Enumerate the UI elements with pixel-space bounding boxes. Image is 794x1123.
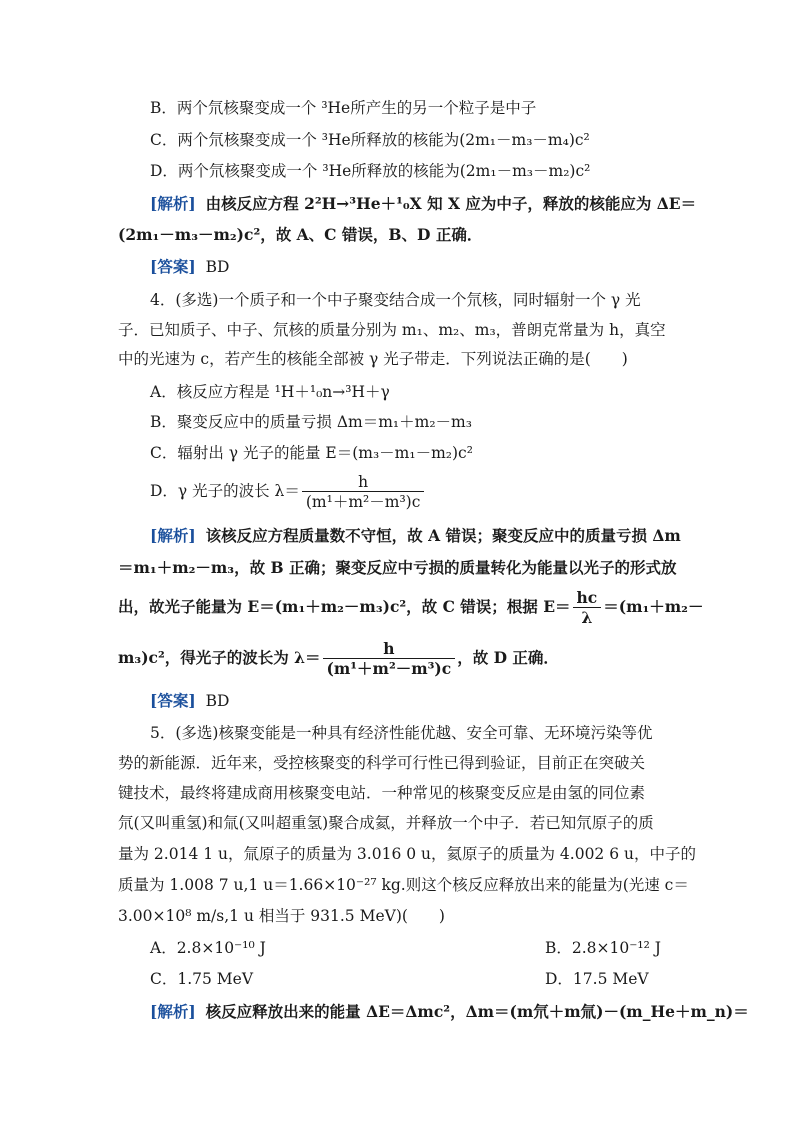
q5-stem-line-5: 量为 2.014 1 u，氚原子的质量为 3.016 0 u，氦原子的质量为 4.002 6 u，中子的 [118, 845, 696, 863]
q4-option-b: B．聚变反应中的质量亏损 Δm＝m₁＋m₂－m₃ [150, 413, 472, 431]
answer-value: BD [205, 692, 230, 710]
q5-options-row-1 [150, 937, 710, 959]
wavelength-fraction [323, 640, 456, 679]
analysis-tag: [解析] [150, 1002, 196, 1021]
q3-option-c: C．两个氘核聚变成一个 ³He所释放的核能为(2m₁－m₃－m₄)c² [150, 131, 590, 149]
analysis-tag: [解析] [150, 526, 196, 545]
q3-analysis-line-2: (2m₁－m₃－m₂)c²，故 A、C 错误，B、D 正确． [118, 225, 483, 244]
q5-option-c: C．1.75 MeV [150, 970, 254, 988]
q4-analysis-line-2: ＝m₁＋m₂－m₃，故 B 正确；聚变反应中亏损的质量转化为能量以光子的形式放 [118, 558, 677, 577]
q4-option-d [150, 472, 710, 512]
q3-answer [150, 256, 710, 278]
q5-stem-line-7: 3.00×10⁸ m/s,1 u 相当于 931.5 MeV)( ) [118, 907, 445, 925]
option-d-text: D．γ 光子的波长 λ＝ [150, 482, 300, 500]
fraction-denominator: λ [573, 607, 602, 628]
analysis-text: 该核反应方程质量数不守恒，故 A 错误；聚变反应中的质量亏损 Δm [205, 526, 681, 545]
analysis-text: ＝(m₁＋m₂－ [603, 597, 704, 616]
analysis-text: ，故 D 正确． [457, 648, 559, 667]
q4-option-c: C．辐射出 γ 光子的能量 E＝(m₃－m₁－m₂)c² [150, 444, 473, 462]
fraction-denominator: (m¹＋m²－m³)c [302, 491, 425, 512]
q3-option-b: B．两个氘核聚变成一个 ³He所产生的另一个粒子是中子 [150, 99, 537, 117]
analysis-text: m₃)c²，得光子的波长为 λ＝ [118, 648, 321, 667]
q3-option-d: D．两个氘核聚变成一个 ³He所释放的核能为(2m₁－m₃－m₂)c² [150, 162, 591, 180]
q5-option-b: B．2.8×10⁻¹² J [545, 939, 662, 957]
analysis-text: 核反应释放出来的能量 ΔE＝Δmc²，Δm＝(m氘＋m氚)－(m_He＋m_n)＝ [205, 1002, 749, 1021]
fraction-numerator: h [383, 638, 395, 658]
answer-value: BD [205, 258, 230, 276]
q4-analysis-line-3 [118, 587, 704, 628]
q5-stem-line-3: 键技术，最终将建成商用核聚变电站．一种常见的核聚变反应是由氢的同位素 [118, 784, 646, 802]
q3-analysis-line-1 [150, 193, 710, 215]
fraction-numerator: h [358, 472, 369, 491]
answer-tag: [答案] [150, 691, 196, 710]
answer-tag: [答案] [150, 257, 196, 276]
wavelength-fraction [302, 473, 425, 512]
analysis-text: 由核反应方程 2²H→³He＋¹₀X 知 X 应为中子，释放的核能应为 ΔE＝ [205, 194, 697, 213]
q4-stem-line-2: 子．已知质子、中子、氘核的质量分别为 m₁、m₂、m₃，普朗克常量为 h，真空 [118, 321, 666, 339]
fraction-numerator: hc [576, 587, 598, 607]
q5-option-a: A．2.8×10⁻¹⁰ J [150, 939, 266, 957]
q5-analysis-line-1 [150, 1001, 749, 1023]
q4-stem-line-1: 4．(多选)一个质子和一个中子聚变结合成一个氘核，同时辐射一个 γ 光 [150, 291, 641, 309]
q4-stem-line-3: 中的光速为 c，若产生的核能全部被 γ 光子带走．下列说法正确的是( ) [118, 350, 628, 368]
q5-stem-line-6: 质量为 1.008 7 u,1 u＝1.66×10⁻²⁷ kg.则这个核反应释放出来的能量为(光速 c＝ [118, 876, 689, 894]
q5-stem-line-2: 势的新能源．近年来，受控核聚变的科学可行性已得到验证，目前正在突破关 [118, 754, 646, 772]
fraction-denominator: (m¹＋m²－m³)c [323, 658, 456, 679]
q5-option-d: D．17.5 MeV [545, 970, 649, 988]
q4-analysis-line-4 [118, 638, 678, 679]
q5-stem-line-1: 5．(多选)核聚变能是一种具有经济性能优越、安全可靠、无环境污染等优 [150, 724, 653, 742]
q4-analysis-line-1 [150, 525, 710, 547]
q5-stem-line-4: 氘(又叫重氢)和氚(又叫超重氢)聚合成氦，并释放一个中子．若已知氘原子的质 [118, 814, 654, 832]
energy-fraction [573, 589, 602, 628]
q4-option-a: A．核反应方程是 ¹H＋¹₀n→³H＋γ [150, 383, 390, 401]
analysis-text: 出，故光子能量为 E＝(m₁＋m₂－m₃)c²，故 C 错误；根据 E＝ [118, 597, 571, 616]
q4-answer [150, 690, 710, 712]
analysis-tag: [解析] [150, 194, 196, 213]
q5-options-row-2 [150, 968, 710, 990]
